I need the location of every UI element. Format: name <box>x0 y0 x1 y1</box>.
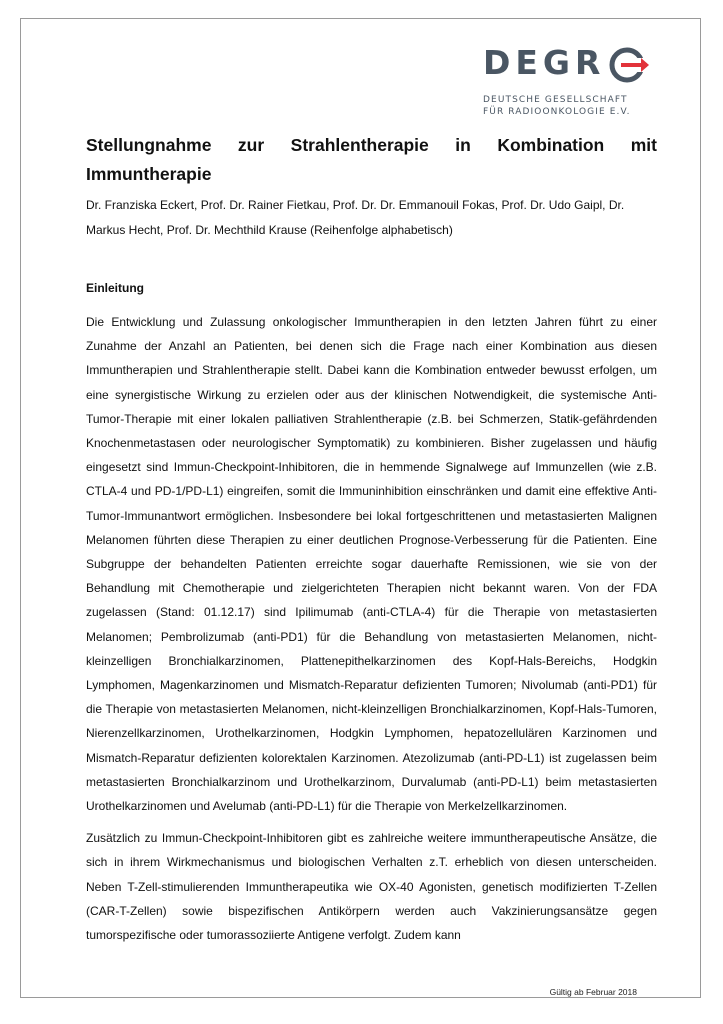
footer-validity: Gültig ab Februar 2018 <box>549 987 637 997</box>
section-heading: Einleitung <box>86 281 144 295</box>
paragraph-1: Die Entwicklung und Zulassung onkologischer Immuntherapien in den letzten Jahren führt zu einer Zunahme der Anzahl an Patienten, bei denen sich die Frage nach einer Kombination aus diesen Immuntherapien und Strahlentherapie stellt. Dabei kann die Kombination entweder bewusst erfolgen, um eine synergistische Wirkung zu erzielen oder aus der klinischen Notwendigkeit, die systemische Anti-Tumor-Therapie mit einer lokalen palliativen Strahlentherapie (z.B. bei Schmerzen, Statik-gefährdenden Knochenmetastasen oder neurologischer Symptomatik) zu kombinieren. Bisher zugelassen und häufig eingesetzt sind Immun-Checkpoint-Inhibitoren, die in hemmende Signalwege auf Immunzellen (wie z.B. CTLA-4 und PD-1/PD-L1) eingreifen, somit die Immuninhibition einschränken und damit eine effektive Anti-Tumor-Immunantwort ermöglichen. Insbesondere bei lokal fortgeschrittenen und metastasierten Malignen Melanomen führten diese Therapien zu einer deutlichen Prognose-Verbesserung für die Patienten. Eine Subgruppe der behandelten Patienten erreichte sogar dauerhafte Remissionen, wie sie von der Behandlung mit Chemotherapie und zielgerichteten Therapien nicht bekannt waren. Von der FDA zugelassen (Stand: 01.12.17) sind Ipilimumab (anti-CTLA-4) für die Therapie von metastasierten Melanomen; Pembrolizumab (anti-PD1) für die Behandlung von metastasierten Melanomen, nicht-kleinzelligen Bronchialkarzinomen, Plattenepithelkarzinomen des Kopf-Hals-Bereichs, Hodgkin Lymphomen, Magenkarzinomen und Mismatch-Reparatur defizienten Tumoren; Nivolumab (anti-PD1) für die Therapie von metastasierten Melanomen, nicht-kleinzelligen Bronchialkarzinomen, Kopf-Hals-Tumoren, Nierenzellkarzinomen, Urothelkarzinomen, Hodgkin Lymphomen, hepatozellulären Karzinomen und Mismatch-Reparatur defizienten kolorektalen Karzinomen. Atezolizumab (anti-PD-L1) ist zugelassen beim metastasierten Bronchialkarzinom und Urothelkarzinom, Durvalumab (anti-PD-L1) beim metastasierten Urothelkarzinomen und Avelumab (anti-PD-L1) für die Therapie von Merkelzellkarzinomen. <box>86 315 657 814</box>
logo-wordmark: DEGR <box>483 43 606 82</box>
paragraph-2: Zusätzlich zu Immun-Checkpoint-Inhibitoren gibt es zahlreiche weitere immuntherapeutische Ansätze, die sich in ihrem Wirkmechanismus und biologischen Verhalten z.T. erheblich von diesen unterscheiden. Neben T-Zell-stimulierenden Immuntherapeutika wie OX-40 Agonisten, genetisch modifizierten T-Zellen (CAR-T-Zellen) sowie bispezifischen Antikörpern werden auch Vakzinierungsansätze gegen tumorspezifische oder tumorassoziierte Antigene verfolgt. Zudem kann <box>86 831 657 943</box>
logo-subtitle-line1: DEUTSCHE GESELLSCHAFT <box>483 95 628 105</box>
document-title: Stellungnahme zur Strahlentherapie in Kombination mit Immuntherapie <box>86 135 657 184</box>
document-body <box>86 131 657 947</box>
logo-subtitle-line2: FÜR RADIOONKOLOGIE E.V. <box>483 107 631 117</box>
author-list: Dr. Franziska Eckert, Prof. Dr. Rainer Fietkau, Prof. Dr. Dr. Emmanouil Fokas, Prof. Dr. Udo Gaipl, Dr. Markus Hecht, Prof. Dr. Mechthild Krause (Reihenfolge alphabetisch) <box>86 198 625 237</box>
degro-logo <box>483 43 693 123</box>
logo-arrow-o-icon <box>607 45 651 89</box>
document-page <box>20 18 701 998</box>
